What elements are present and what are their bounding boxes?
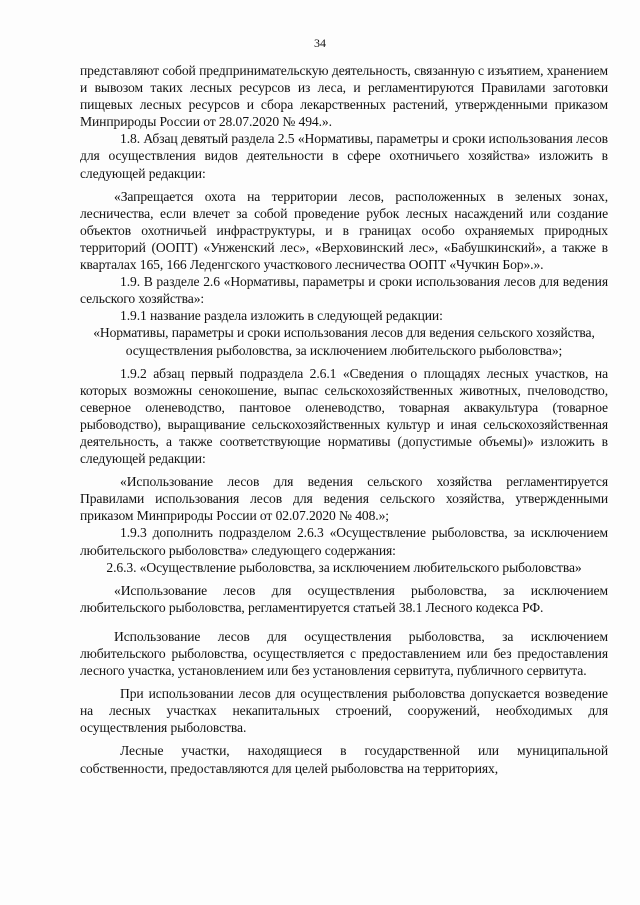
paragraph-subsection-title: 2.6.3. «Осуществление рыболовства, за исключением любительского рыболовства» <box>106 559 582 575</box>
paragraph-quote-agriculture: «Использование лесов для ведения сельского хозяйства регламентируется Правилами использования лесов для ведения сельского хозяйства, утвержденными приказом Минприроды России от 02.07.2020 № 408.»; <box>80 474 608 524</box>
paragraph-item-1-9-3: 1.9.3 дополнить подразделом 2.6.3 «Осуществление рыболовства, за исключением любительского рыболовства» следующего содержания: <box>80 525 608 558</box>
paragraph-fishing-3: При использовании лесов для осуществления рыболовства допускается возведение на лесных участках некапитальных строений, сооружений, необходимых для осуществления рыболовства. <box>80 686 608 736</box>
paragraph-quote-hunting: «Запрещается охота на территории лесов, расположенных в зеленых зонах, лесничества, если влечет за собой проведение рубок лесных насаждений или создание объектов охотничьей инфраструктуры, и в границах особо охраняемых природных территорий (ООПТ) «Унженский лес», «Верховинский лес», «Бабушкинский», а также в кварталах 165, 166 Леденгского участкового лесничества ООПТ «Чучкин Бор».». <box>80 188 608 273</box>
paragraph-item-1-8: 1.8. Абзац девятый раздела 2.5 «Нормативы, параметры и сроки использования лесов для осуществления видов деятельности в сфере охотничьего хозяйства» изложить в следующей редакции: <box>80 131 608 181</box>
paragraph-item-1-9: 1.9. В разделе 2.6 «Нормативы, параметры и сроки использования лесов для ведения сельского хозяйства»: <box>80 274 608 307</box>
paragraph-item-1-9-1: 1.9.1 название раздела изложить в следующей редакции: <box>120 308 443 324</box>
paragraph-continuation: представляют собой предпринимательскую деятельность, связанную с изъятием, хранением и вывозом таких лесных ресурсов из леса, и регламентируются Правилами заготовки пищевых лесных ресурсов и сбора лекарственных растений, утвержденными приказом Минприроды России от 28.07.2020 № 494.». <box>80 63 608 130</box>
document-body <box>80 62 608 777</box>
paragraph-section-title-quote: «Нормативы, параметры и сроки использования лесов для ведения сельского хозяйства, осуществления рыболовства, за исключением любительского рыболовства»; <box>93 325 595 358</box>
paragraph-fishing-2: Использование лесов для осуществления рыболовства, за исключением любительского рыболовства, осуществляется с предоставлением или без предоставления лесного участка, установлением или без установления сервитута, публичного сервитута. <box>80 628 608 679</box>
paragraph-fishing-4: Лесные участки, находящиеся в государственной или муниципальной собственности, предоставляются для целей рыболовства на территориях, <box>80 743 608 776</box>
paragraph-item-1-9-2: 1.9.2 абзац первый подраздела 2.6.1 «Сведения о площадях лесных участков, на которых возможны сенокошение, выпас сельскохозяйственных животных, пчеловодство, северное оленеводство, пантовое оленеводство, товарная аквакультура (товарное рыбоводство), выращивание сельскохозяйственных культур и иная сельскохозяйственная деятельность, а также соответствующие нормативы (допустимые объемы)» изложить в следующей редакции: <box>80 365 608 467</box>
page-number: 34 <box>314 36 326 50</box>
paragraph-fishing-1: «Использование лесов для осуществления рыболовства, за исключением любительского рыболовства, регламентируется статьей 38.1 Лесного кодекса РФ. <box>80 582 608 615</box>
